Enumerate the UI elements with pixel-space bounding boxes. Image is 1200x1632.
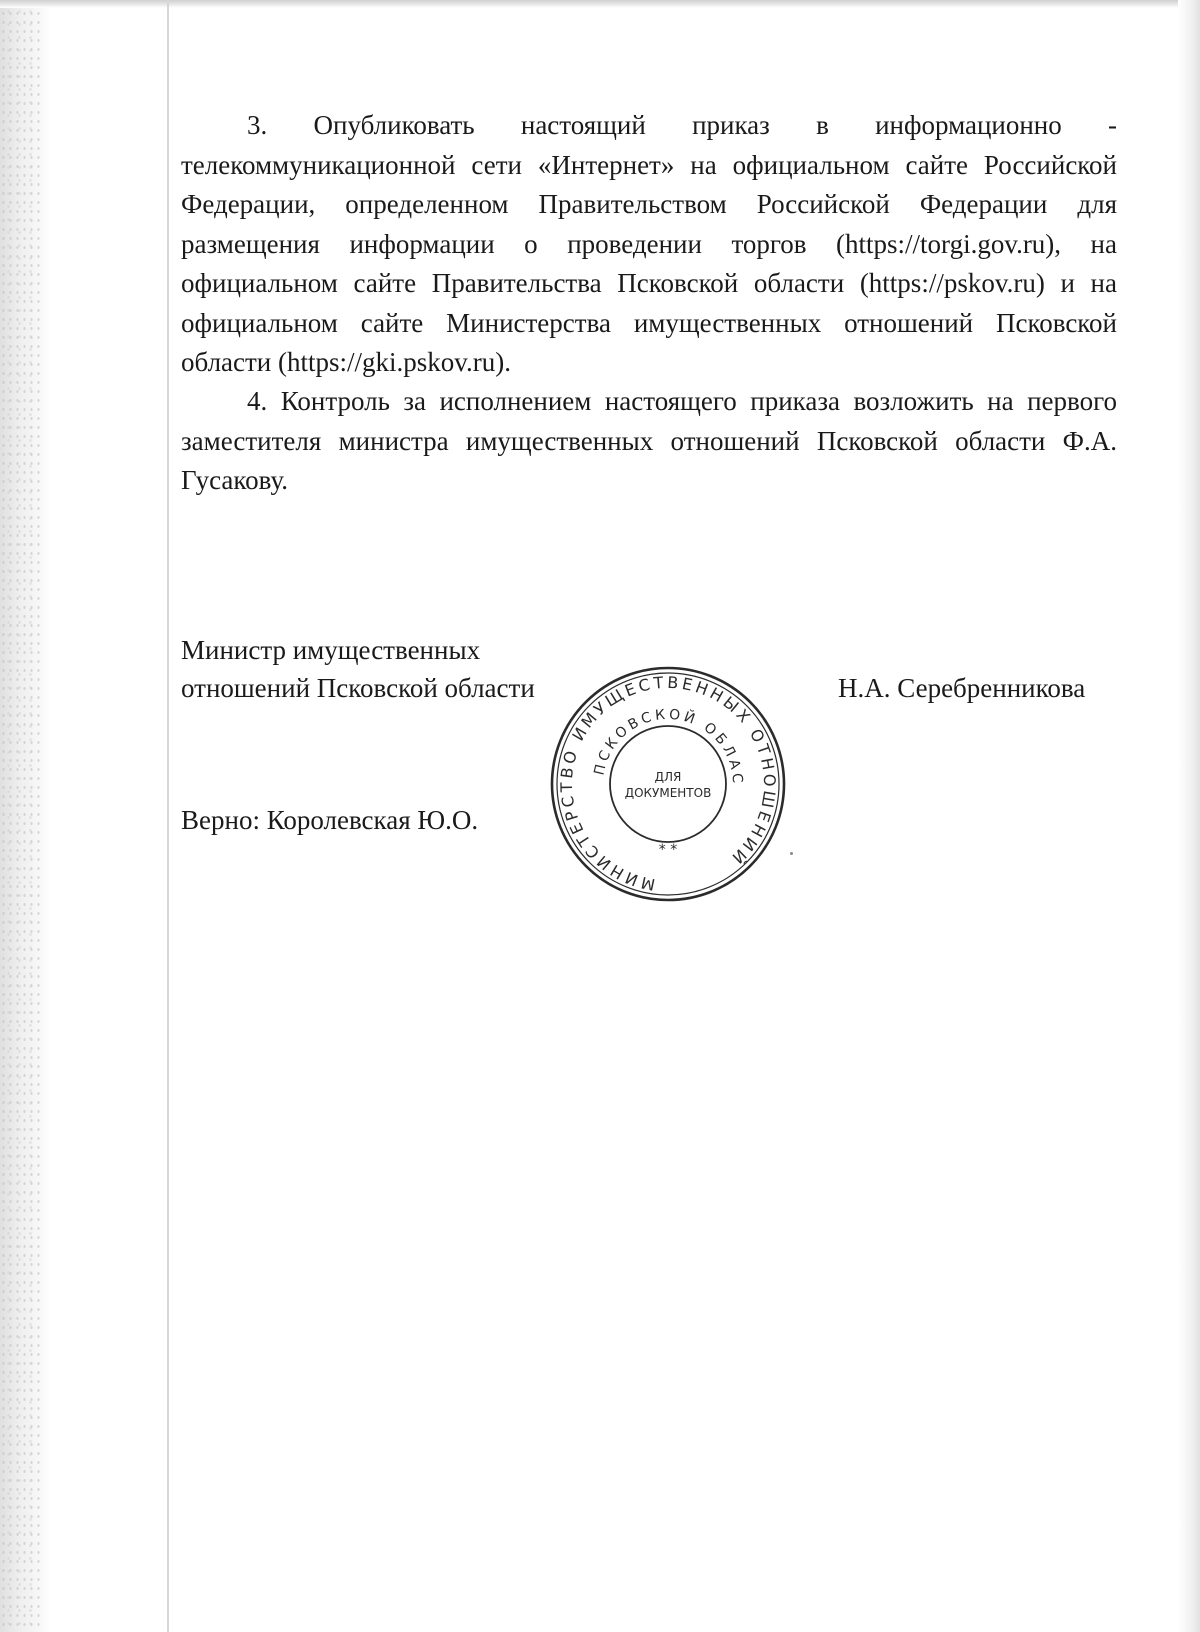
scan-fold-line — [167, 0, 169, 1632]
official-seal — [548, 664, 788, 904]
seal-center-line-2: ДОКУМЕНТОВ — [624, 786, 712, 800]
signatory-title-line-2: отношений Псковской области — [181, 673, 535, 703]
seal-graphic — [548, 664, 788, 904]
scan-top-shadow — [0, 0, 1200, 8]
seal-center-line-1: ДЛЯ — [654, 770, 682, 784]
scan-left-noise — [0, 0, 40, 1632]
seal-stars: * * — [658, 842, 678, 858]
certified-copy-note: Верно: Королевская Ю.О. — [181, 805, 479, 835]
paragraph-3 — [181, 106, 1117, 383]
seal-inner-text: ПСКОВСКОЙ ОБЛАС — [591, 706, 746, 787]
signatory-name: Н.А. Серебренникова — [838, 673, 1086, 703]
paragraph-3-text: 3. Опубликовать настоящий приказ в информационно - телекоммуникационной сети «Интернет» на официальном сайте Российской Федерации, определенном Правительством Российской Федерации для размещения информации о проведении торгов (https://torgi.gov.ru), на официальном сайте Правительства Псковской области (https://pskov.ru) и на официальном сайте Министерства имущественных отношений Псковской области (https://gki.pskov.ru). — [181, 110, 1117, 377]
paragraph-4 — [181, 382, 1117, 501]
paragraph-4-text: 4. Контроль за исполнением настоящего приказа возложить на первого заместителя министра имущественных отношений Псковской области Ф.А. Гусакову. — [181, 386, 1117, 495]
seal-outer-ring — [552, 668, 784, 900]
scan-right-shadow — [1178, 0, 1200, 1632]
seal-outer-text: МИНИСТЕРСТВО ИМУЩЕСТВЕННЫХ ОТНОШЕНИЙ — [556, 672, 780, 895]
scan-speck — [790, 852, 793, 855]
seal-inner-ring — [610, 726, 726, 842]
signatory-title-line-1: Министр имущественных — [181, 635, 481, 665]
